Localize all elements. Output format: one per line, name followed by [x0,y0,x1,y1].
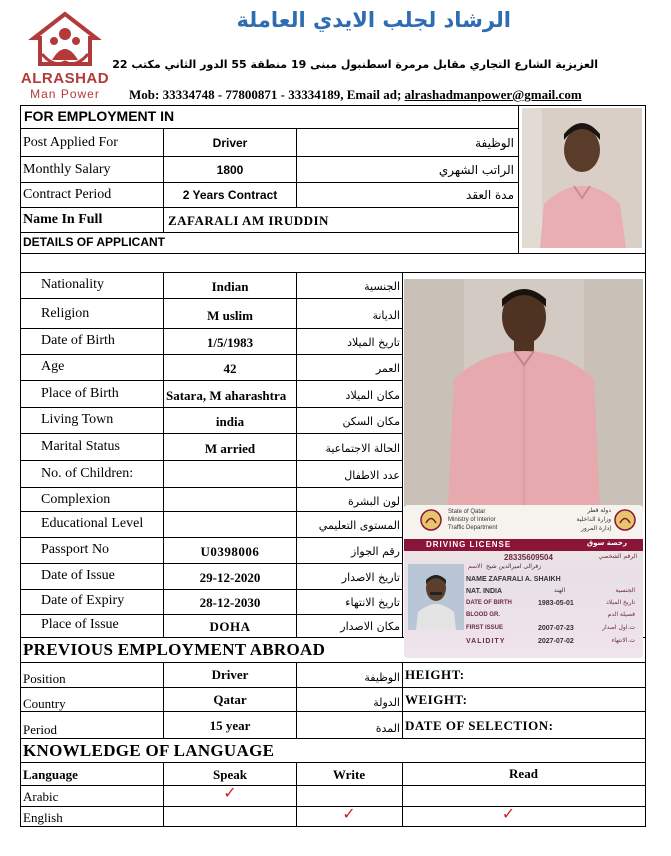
applicant-section-title: DETAILS OF APPLICANT [23,235,165,249]
logo-emblem-icon [14,8,116,70]
license-blood-label: BLOOD GR. [466,612,500,618]
row-label: Date of Expiry [41,593,125,608]
license-nat-ar: الجنسية [615,587,635,594]
license-dob-ar: تاريخ الميلاد [606,599,635,606]
row-label: Nationality [41,277,104,292]
write-check-icon: ✓ [342,804,356,823]
row-label: Date of Issue [41,568,115,583]
row-value: U0398006 [200,544,260,559]
row-label: Post Applied For [23,135,118,150]
employment-section-title: FOR EMPLOYMENT IN [24,108,175,124]
row-label: No. of Children: [41,466,134,481]
row-label: Country [23,696,66,711]
header-read: Read [509,766,538,781]
row-value: M arried [204,441,256,456]
row-label-ar: الوظيفة [364,671,400,684]
row-label-ar: الجنسية [364,280,400,293]
row-label-ar: تاريخ الانتهاء [345,596,400,609]
license-name-label-ar: الاسم [468,563,483,570]
contact-email[interactable]: alrashadmanpower@gmail.com [404,87,582,102]
language-name: Arabic [23,789,59,804]
person-portrait-icon [408,564,464,630]
row-label-ar: تاريخ الميلاد [347,336,400,349]
name-value: ZAFARALI AM IRUDDIN [168,213,329,228]
license-nat: NAT. INDIA [466,588,503,595]
contact-line [129,87,582,103]
person-portrait-icon [404,279,643,507]
row-label-ar: المدة [375,722,400,735]
row-label-ar: مدة العقد [466,188,514,202]
row-label-ar: الحالة الاجتماعية [325,442,400,455]
row-label-ar: الراتب الشهري [438,163,514,177]
license-first-issue-ar: ت.اول اصدار [602,624,635,631]
license-ministry: Ministry of Interior [448,517,496,523]
previous-section-title: PREVIOUS EMPLOYMENT ABROAD [23,640,326,659]
logo-name: ALRASHAD [20,70,110,87]
row-label-ar: عدد الاطفال [344,469,400,482]
row-label: Position [23,671,66,686]
license-dob: 1983-05-01 [538,600,574,607]
license-blood-ar: فصيلة الدم [607,611,635,618]
driving-license-card [404,505,643,658]
applicant-photo-small [522,108,642,248]
row-label-ar: لون البشرة [348,495,400,508]
height-label: HEIGHT: [405,667,465,682]
row-value: 1/5/1983 [206,335,254,350]
header-speak: Speak [213,767,247,782]
weight-label: WEIGHT: [405,692,468,707]
license-first-issue-label: FIRST ISSUE [466,625,504,631]
qatar-emblem-icon [614,509,636,531]
row-value: 1800 [216,163,244,177]
read-check-icon: ✓ [501,804,516,823]
row-label: Religion [41,306,90,321]
row-value: DOHA [209,619,251,634]
company-title-ar: الرشاد لجلب الايدي العاملة [236,8,511,32]
row-value: 28-12-2030 [199,595,261,610]
row-value: 29-12-2020 [199,570,261,585]
row-label-ar: العمر [375,362,400,375]
qatar-emblem-icon [420,509,442,531]
row-label: Monthly Salary [23,162,111,177]
license-state: State of Qatar [448,509,486,515]
person-portrait-icon [522,108,642,248]
row-label: Place of Birth [41,386,119,401]
row-label-ar: الدولة [373,696,400,709]
row-label: Marital Status [41,439,120,454]
row-value: Satara, M aharashtra [166,389,287,402]
license-number: 28335609504 [504,553,553,562]
applicant-photo-large [404,279,643,507]
license-validity: 2027-07-02 [538,638,574,645]
row-label-ar: الوظيفة [475,136,514,150]
row-label: Age [41,359,65,374]
license-dept-ar: إدارة المرور [580,525,611,532]
row-label: Living Town [41,412,114,427]
date-of-selection-label: DATE OF SELECTION: [405,718,554,733]
license-first-issue: 2007-07-23 [538,625,574,632]
header-language: Language [23,767,78,782]
header-write: Write [332,767,366,782]
row-value: 15 year [209,718,251,733]
license-state-ar: دولة قطر [587,507,611,514]
row-value: Qatar [213,692,247,707]
license-dept: Traffic Department [448,525,498,531]
license-validity-label: VALIDITY [466,638,506,645]
license-photo [408,564,464,630]
row-label-ar: رقم الجواز [351,545,400,558]
row-value: Driver [212,136,248,150]
contact-phones: Mob: 33334748 - 77800871 - 33334189, Email ad; [129,87,405,102]
row-label: Period [23,722,57,737]
row-label-ar: مكان الاصدار [340,620,400,633]
row-label: Educational Level [41,516,144,531]
row-value: india [215,414,245,429]
speak-check-icon: ✓ [223,783,237,802]
logo [14,8,116,100]
row-value: M uslim [207,308,253,323]
row-label: Date of Birth [41,333,115,348]
row-value: 42 [223,361,237,376]
language-section-title: KNOWLEDGE OF LANGUAGE [23,741,275,760]
row-label: Complexion [41,492,111,507]
row-label-ar: المستوى التعليمي [318,519,400,532]
row-value: Indian [211,279,249,294]
row-label-ar: مكان السكن [342,415,400,428]
license-nat-value-ar: الهند [554,587,566,594]
row-label: Place of Issue [41,617,119,632]
row-label-ar: مكان الميلاد [345,389,400,402]
license-dob-label: DATE OF BIRTH [466,600,512,606]
row-label: Contract Period [23,187,112,202]
license-name-ar: زفرالى اميرالدين شيخ [486,563,541,570]
row-value: 2 Years Contract [182,188,278,202]
license-number-label-ar: الرقم الشخصي [598,553,637,560]
name-label: Name In Full [23,212,103,227]
license-title-ar: رخصة سوق [586,539,627,547]
row-label-ar: تاريخ الاصدار [341,571,400,584]
language-name: English [23,810,63,825]
license-name: NAME ZAFARALI A. SHAIKH [466,576,561,583]
logo-subtitle: Man Power [30,87,100,101]
row-label: Passport No [41,542,110,557]
row-label-ar: الديانة [372,309,400,322]
license-title: DRIVING LICENSE [426,540,512,549]
row-value: Driver [211,667,249,682]
license-ministry-ar: وزارة الداخلية [576,516,611,523]
company-address-ar: العزيزية الشارع التجاري مقابل مرمرة اسطنبول مبنى 19 منطقة 55 الدور الثاني مكتب 22 [112,58,598,71]
license-validity-ar: ت.الانتهاء [611,637,635,644]
